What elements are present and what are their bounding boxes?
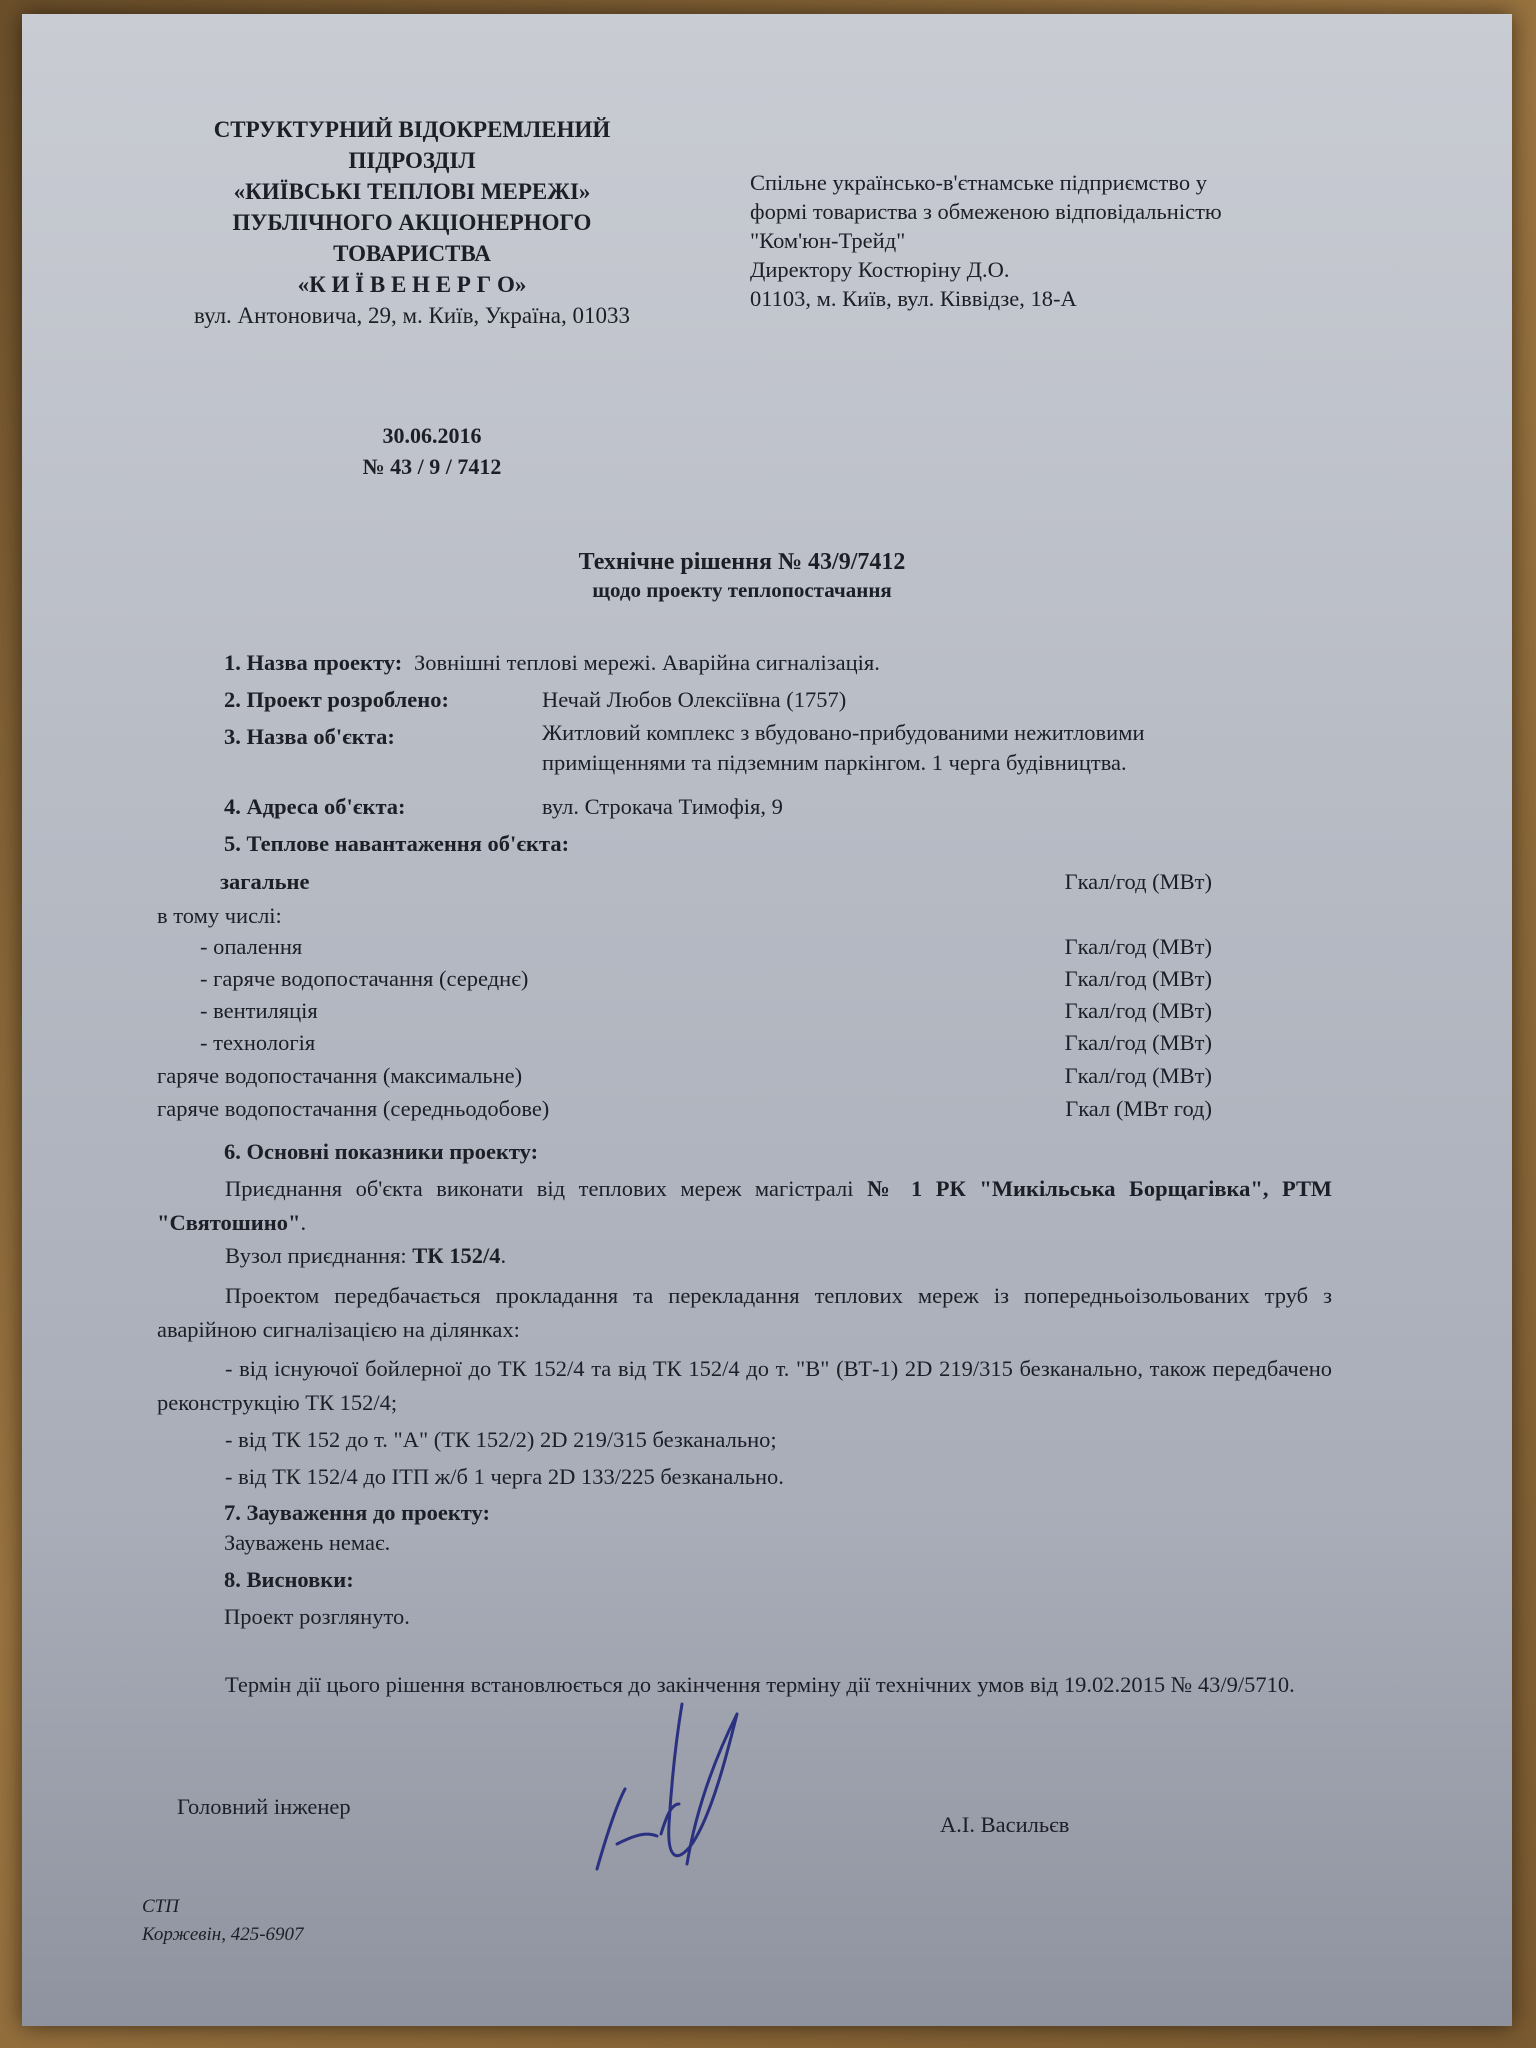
p1-period: .	[300, 1210, 307, 1235]
recipient-line: Директору Костюріну Д.О.	[750, 257, 1010, 282]
load-row-unit: Гкал/год (МВт)	[1064, 966, 1212, 991]
section8-heading: 8. Висновки:	[224, 1567, 354, 1592]
doc-date: 30.06.2016	[382, 423, 482, 448]
p1-bold-main: № 1 РК "Микільська Борщагівка",	[866, 1176, 1269, 1201]
load-row-unit: Гкал (МВт год)	[1065, 1096, 1212, 1121]
footer-dept: СТП	[142, 1896, 179, 1917]
load-row-unit: Гкал/год (МВт)	[1064, 1063, 1212, 1088]
item5-label: 5. Теплове навантаження об'єкта:	[224, 831, 570, 856]
signoff-name: А.І. Васильєв	[940, 1812, 1070, 1837]
load-row-label: гаряче водопостачання (максимальне)	[157, 1063, 523, 1088]
section6-paragraph2	[225, 1239, 506, 1273]
document-sheet	[22, 14, 1512, 2026]
doc-subtitle: щодо проекту теплопостачання	[592, 578, 892, 602]
load-total-unit: Гкал/год (МВт)	[1064, 869, 1212, 894]
section6-paragraph5: - від ТК 152 до т. "А" (ТК 152/2) 2D 219/315 безканально;	[225, 1427, 777, 1452]
p2-period: .	[500, 1243, 507, 1268]
section6-heading: 6. Основні показники проекту:	[224, 1139, 539, 1164]
signoff-position: Головний інженер	[177, 1794, 351, 1819]
section6-paragraph4: - від існуючої бойлерної до ТК 152/4 та від ТК 152/4 до т. "В" (ВТ-1) 2D 219/315 безканально, також передбачено реконструкцію ТК 152/4;	[157, 1356, 1332, 1415]
load-row-label: - вентиляція	[200, 998, 318, 1023]
load-row-label: - технологія	[200, 1030, 316, 1055]
recipient-line: Спільне українсько-в'єтнамське підприємство у	[750, 170, 1207, 195]
item1-value: Зовнішні теплові мережі. Аварійна сигналізація.	[414, 650, 880, 675]
load-row-label: - гаряче водопостачання (середнє)	[200, 966, 529, 991]
handwritten-signature	[577, 1694, 797, 1894]
p1-text: Приєднання об'єкта виконати від теплових мереж магістралі	[225, 1176, 867, 1201]
sender-block	[142, 114, 682, 331]
section7-text: Зауважень немає.	[224, 1530, 391, 1555]
doc-number: № 43 / 9 / 7412	[362, 454, 502, 479]
section6-paragraph1	[157, 1172, 1332, 1240]
section6-paragraph6: - від ТК 152/4 до ІТП ж/б 1 черга 2D 133/225 безканально.	[225, 1464, 784, 1489]
section8-text: Проект розглянуто.	[224, 1604, 410, 1629]
sender-line: СТРУКТУРНИЙ ВІДОКРЕМЛЕНИЙ	[213, 117, 611, 142]
sender-address: вул. Антоновича, 29, м. Київ, Україна, 01033	[194, 303, 630, 328]
p1-bold-rtm: РТМ "Святошино"	[157, 1176, 1332, 1235]
validity-paragraph: Термін дії цього рішення встановлюється до закінчення терміну дії технічних умов від 19.02.2015 № 43/9/5710.	[225, 1672, 1295, 1697]
load-row-unit: Гкал/год (МВт)	[1064, 998, 1212, 1023]
load-row-unit: Гкал/год (МВт)	[1064, 1030, 1212, 1055]
section6-paragraph3: Проектом передбачається прокладання та перекладання теплових мереж із попередньоізольованих труб з аварійною сигналізацією на ділянках:	[157, 1283, 1332, 1342]
item4-value: вул. Строкача Тимофія, 9	[542, 794, 783, 819]
p2-text: Вузол приєднання:	[225, 1243, 413, 1268]
sender-line: ПІДРОЗДІЛ	[348, 148, 476, 173]
item3-value-line1: Житловий комплекс з вбудовано-прибудованими нежитловими	[542, 720, 1145, 745]
footer-contact: Коржевін, 425-6907	[142, 1924, 304, 1945]
load-incl-label: в тому числі:	[157, 903, 282, 928]
sender-line: ПУБЛІЧНОГО АКЦІОНЕРНОГО	[232, 210, 592, 235]
recipient-line: 01103, м. Київ, вул. Ківвідзе, 18-А	[750, 286, 1077, 311]
recipient-line: "Ком'юн-Трейд"	[750, 228, 906, 253]
load-total-label: загальне	[220, 869, 310, 894]
doc-title: Технічне рішення № 43/9/7412	[578, 549, 906, 575]
section7-heading: 7. Зауваження до проекту:	[224, 1500, 491, 1525]
item4-label: 4. Адреса об'єкта:	[224, 794, 406, 819]
recipient-block	[750, 168, 1390, 313]
sender-line: «К И Ї В Е Н Е Р Г О»	[297, 272, 527, 297]
sender-line: «КИЇВСЬКІ ТЕПЛОВІ МЕРЕЖІ»	[233, 179, 591, 204]
item3-value-line2: приміщеннями та підземним паркінгом. 1 черга будівництва.	[542, 750, 1127, 775]
p2-node: ТК 152/4	[412, 1243, 501, 1268]
load-row-label: гаряче водопостачання (середньодобове)	[157, 1096, 550, 1121]
recipient-line: формі товариства з обмеженою відповідальністю	[750, 199, 1222, 224]
item3-label: 3. Назва об'єкта:	[224, 724, 395, 749]
sender-line: ТОВАРИСТВА	[333, 241, 491, 266]
load-row-unit: Гкал/год (МВт)	[1064, 934, 1212, 959]
item1-label: 1. Назва проекту:	[224, 650, 403, 675]
load-row-label: - опалення	[200, 934, 303, 959]
doc-date-number	[322, 420, 542, 482]
item2-label: 2. Проект розроблено:	[224, 687, 449, 712]
item2-value: Нечай Любов Олексіївна (1757)	[542, 687, 847, 712]
